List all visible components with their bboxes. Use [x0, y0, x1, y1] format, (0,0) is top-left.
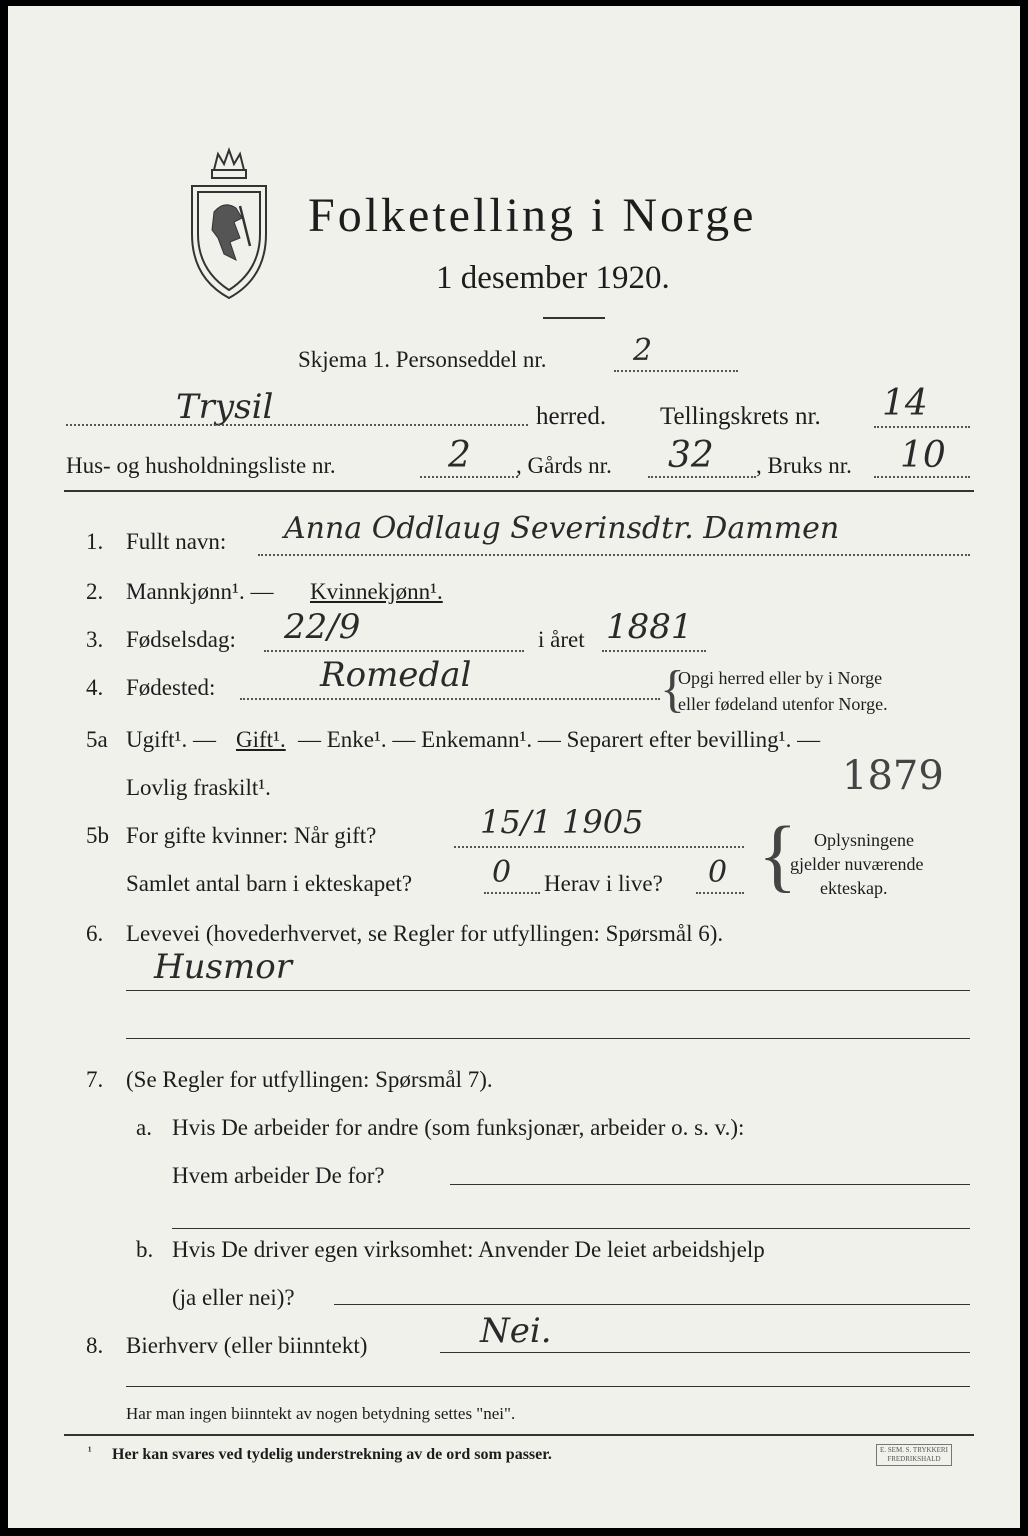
q8-number: 8. — [86, 1333, 104, 1358]
birthplace-line — [240, 698, 660, 700]
q5a-number: 5a — [86, 727, 108, 752]
husholdningsliste-label: Hus- og husholdningsliste nr. — [66, 453, 336, 478]
gards-line — [648, 476, 756, 478]
q7b-text: Hvis De driver egen virksomhet: Anvender De leiet arbeidshjelp — [172, 1237, 765, 1262]
footer-note: Har man ingen biinntekt av nogen betydning settes "nei". — [126, 1404, 516, 1423]
husholdningsliste-line — [420, 476, 518, 478]
occupation-line-2 — [126, 1038, 970, 1039]
marriage-brace: { — [758, 809, 798, 900]
side-income-value: Nei. — [480, 1311, 552, 1351]
side-income-line-2 — [126, 1386, 970, 1387]
status-others: — Enke¹. — Enkemann¹. — Separert efter bevilling¹. — — [298, 727, 821, 752]
birth-day-value: 22/9 — [284, 607, 361, 647]
herred-value: Trysil — [176, 387, 274, 427]
birthplace-value: Romedal — [320, 655, 472, 695]
side-income-line — [440, 1352, 970, 1353]
q1-label: Fullt navn: — [126, 529, 227, 554]
q2-number: 2. — [86, 579, 104, 604]
gards-label: , Gårds nr. — [516, 453, 612, 478]
bleed-through-text — [948, 91, 952, 111]
birth-year-label: i året — [538, 627, 585, 652]
q7b-letter: b. — [136, 1237, 154, 1262]
q7a-question: Hvem arbeider De for? — [172, 1163, 385, 1188]
tellingskrets-line — [874, 426, 970, 428]
marriage-note-1: Oplysningene — [814, 830, 914, 850]
q1-number: 1. — [86, 529, 104, 554]
gender-male-option: Mannkjønn¹. — — [126, 579, 274, 604]
gender-female-option: Kvinnekjønn¹. — [310, 579, 443, 604]
children-value: 0 — [492, 855, 512, 890]
children-label: Samlet antal barn i ekteskapet? — [126, 871, 413, 896]
children-alive-label: Herav i live? — [544, 871, 663, 896]
birth-day-line — [264, 650, 524, 652]
birth-year-value: 1881 — [606, 607, 693, 647]
status-ugift: Ugift¹. — — [126, 727, 216, 752]
birthplace-brace: { — [660, 661, 685, 718]
form-subtitle: 1 desember 1920. — [436, 260, 670, 296]
q7a-letter: a. — [136, 1115, 152, 1140]
children-line — [484, 892, 540, 894]
bruks-value: 10 — [900, 435, 946, 476]
q3-label: Fødselsdag: — [126, 627, 236, 652]
form-title: Folketelling i Norge — [308, 189, 757, 242]
personseddel-number: 2 — [633, 333, 653, 368]
occupation-value: Husmor — [154, 947, 292, 987]
printer-stamp-line-2: FREDRIKSHALD — [887, 1455, 941, 1463]
q4-number: 4. — [86, 675, 104, 700]
birth-year-line — [602, 650, 706, 652]
header-divider — [64, 490, 974, 492]
herred-label: herred. — [536, 403, 607, 430]
q7b-question: (ja eller nei)? — [172, 1285, 295, 1310]
herred-line — [66, 424, 528, 426]
occupation-line-1 — [126, 990, 970, 991]
coat-of-arms-icon — [184, 142, 274, 302]
employer-line — [450, 1184, 970, 1185]
hired-help-line — [334, 1304, 970, 1305]
q3-number: 3. — [86, 627, 104, 652]
census-form — [8, 6, 1020, 1528]
full-name-line — [258, 554, 970, 556]
footnote-mark: ¹ — [88, 1444, 92, 1458]
husholdningsliste-value: 2 — [448, 435, 471, 476]
q5b-number: 5b — [86, 823, 109, 848]
marriage-date-label: For gifte kvinner: Når gift? — [126, 823, 377, 848]
children-alive-value: 0 — [708, 855, 728, 890]
marriage-date-line — [454, 846, 744, 848]
q8-label: Bierhverv (eller biinntekt) — [126, 1333, 368, 1358]
status-gift: Gift¹. — [236, 727, 286, 752]
tellingskrets-label: Tellingskrets nr. — [660, 403, 821, 430]
printer-stamp — [876, 1444, 952, 1466]
printer-stamp-line-1: E. SEM. S. TRYKKERI — [880, 1446, 948, 1454]
birthplace-note-2: eller fødeland utenfor Norge. — [678, 694, 888, 714]
birthplace-note-1: Opgi herred eller by i Norge — [678, 668, 883, 688]
q6-number: 6. — [86, 921, 104, 946]
q6-label: Levevei (hovederhvervet, se Regler for utfyllingen: Spørsmål 6). — [126, 921, 724, 946]
gards-value: 32 — [668, 435, 714, 476]
q7-number: 7. — [86, 1067, 104, 1092]
q7a-text: Hvis De arbeider for andre (som funksjonær, arbeider o. s. v.): — [172, 1115, 745, 1140]
q4-label: Fødested: — [126, 675, 216, 700]
marriage-note-2: gjelder nuværende — [790, 854, 924, 874]
marriage-note-3: ekteskap. — [820, 878, 888, 898]
q7-label: (Se Regler for utfyllingen: Spørsmål 7). — [126, 1067, 493, 1092]
full-name-value: Anna Oddlaug Severinsdtr. Dammen — [284, 511, 840, 546]
marriage-date-value: 15/1 1905 — [480, 803, 644, 841]
children-alive-line — [696, 892, 744, 894]
personseddel-line — [614, 370, 738, 372]
employer-line-2 — [172, 1228, 970, 1229]
tellingskrets-value: 14 — [882, 383, 928, 424]
title-divider — [543, 317, 605, 319]
footer-divider — [64, 1434, 974, 1436]
margin-note: 1879 — [842, 753, 944, 799]
bruks-label: , Bruks nr. — [756, 453, 852, 478]
footnote-text: Her kan svares ved tydelig understrekning av de ord som passer. — [112, 1446, 552, 1463]
bruks-line — [874, 476, 970, 478]
schema-label: Skjema 1. Personseddel nr. — [298, 347, 547, 372]
status-fraskilt: Lovlig fraskilt¹. — [126, 775, 271, 800]
